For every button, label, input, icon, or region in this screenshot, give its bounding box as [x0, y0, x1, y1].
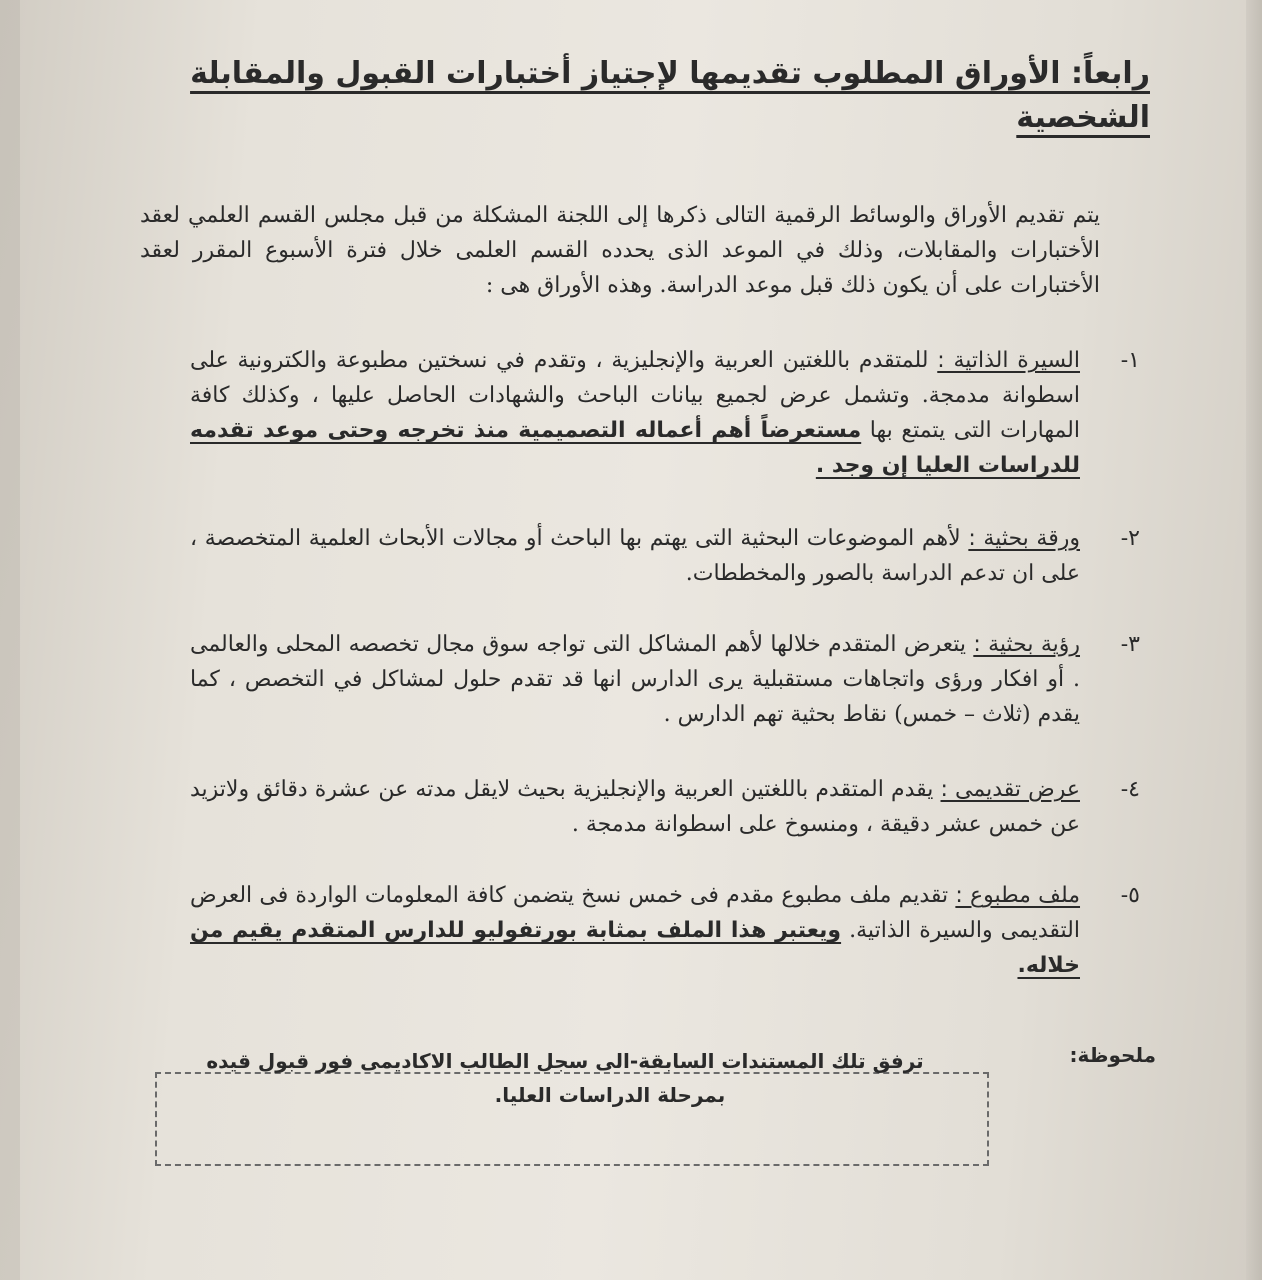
note-body: ترفق تلك المستندات السابقة-الى سجل الطالب الاكاديمى فور قبول قيده بمرحلة الدراسات العليا.	[206, 1049, 924, 1107]
note-label: ملحوظة:	[1069, 1043, 1156, 1067]
item-body	[190, 343, 1080, 483]
item-title: ملف مطبوع :	[955, 883, 1081, 908]
list-item-presentation	[190, 772, 1140, 842]
item-number: ١-	[1120, 348, 1140, 373]
item-text: تقديم ملف مطبوع مقدم فى خمس نسخ يتضمن كافة المعلومات الواردة فى العرض التقديمى والسيرة الذاتية.	[190, 883, 1080, 943]
item-title: ورقة بحثية :	[968, 526, 1080, 551]
note-text	[170, 1044, 1050, 1112]
item-title: السيرة الذاتية :	[937, 348, 1080, 373]
item-body	[190, 878, 1080, 983]
item-emphasis: مستعرضاً أهم أعماله التصميمية منذ تخرجه وحتى موعد تقدمه للدراسات العليا إن وجد .	[190, 418, 1080, 478]
item-title: عرض تقديمى :	[940, 777, 1080, 802]
item-text: يقدم المتقدم باللغتين العربية والإنجليزية بحيث لايقل مدته عن عشرة دقائق ولاتزيد عن خمس عشر دقيقة ، ومنسوخ على اسطوانة مدمجة .	[190, 777, 1080, 837]
item-number: ٥-	[1120, 883, 1140, 908]
item-title: رؤية بحثية :	[973, 632, 1080, 657]
document-content	[140, 52, 1150, 983]
item-number: ٣-	[1120, 632, 1140, 657]
list-item-research-paper	[190, 521, 1140, 591]
item-number: ٢-	[1120, 526, 1140, 551]
section-title: رابعاً: الأوراق المطلوب تقديمها لإجتياز أختبارات القبول والمقابلة الشخصية	[190, 56, 1150, 135]
item-body	[190, 627, 1080, 732]
item-text: يتعرض المتقدم خلالها لأهم المشاكل التى تواجه سوق مجال تخصصه المحلى والعالمى . أو افكار ورؤى واتجاهات مستقبلية يرى الدارس انها قد تقدم حلول لمشاكل في التخصص ، كما يقدم (ثلاث – خمس) نقاط بحثية تهم الدارس .	[190, 632, 1080, 727]
list-item-research-vision	[190, 627, 1140, 732]
item-number: ٤-	[1120, 777, 1140, 802]
list-item-cv	[190, 343, 1140, 483]
item-text: للمتقدم باللغتين العربية والإنجليزية ، وتقدم في نسختين مطبوعة والكترونية على اسطوانة مدمجة. وتشمل عرض لجميع بيانات الباحث والشهادات الحاصل عليها ، وكذلك كافة المهارات التى يتمتع بها	[190, 348, 1080, 443]
item-emphasis: ويعتبر هذا الملف بمثابة بورتفوليو للدارس المتقدم يقيم من خلاله.	[190, 918, 1080, 978]
item-body	[190, 521, 1080, 591]
list-item-printed-file	[190, 878, 1140, 983]
item-text: لأهم الموضوعات البحثية التى يهتم بها الباحث أو مجالات الأبحاث العلمية المتخصصة ، على ان تدعم الدراسة بالصور والمخططات.	[190, 526, 1080, 586]
intro-paragraph: يتم تقديم الأوراق والوسائط الرقمية التالى ذكرها إلى اللجنة المشكلة من قبل مجلس القسم العلمي لعقد الأختبارات والمقابلات، وذلك في الموعد الذى يحدده القسم العلمى خلال فترة الأسبوع المقرر لعقد الأختبارات على أن يكون ذلك قبل موعد الدراسة. وهذه الأوراق هى :	[140, 203, 1100, 298]
item-body	[190, 772, 1080, 842]
paper-edge	[1246, 0, 1262, 1280]
